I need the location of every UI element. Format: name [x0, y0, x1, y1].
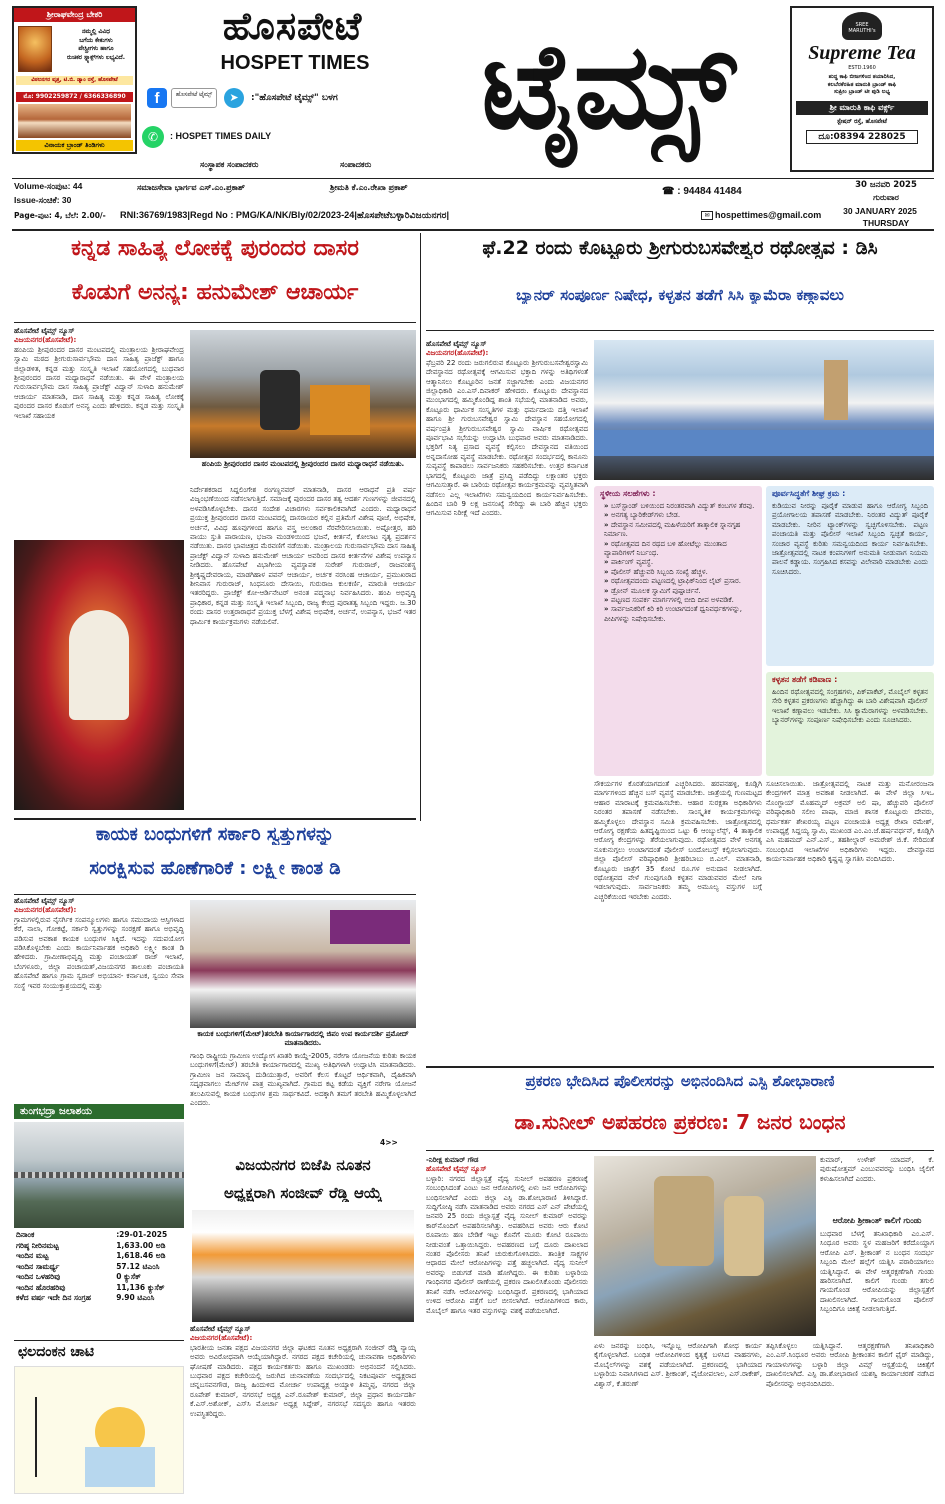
story4-body-3: ಸೂಚಿಸಲಾಯಿತು. ಜಾತ್ರೋತ್ಸವದಲ್ಲಿ ನಾಟಕ ಮತ್ತು ಮನೋರಂಜನಾ ಕೇಂದ್ರಗಳಿಗೆ ಮಾತ್ರ ಅವಕಾಶ ನೀಡಲಾಗಿದೆ. ಈ ವೇಳೆ ಜಿಲ್ಲಾ ಸಿಇಒ ನೊಂಗ್ಜಾಯ್ ಮೊಹಮ್ಮದ್ ಅಕ್ರಮ್ ಅಲಿ ಷಾ, ಹೆಚ್ಚುವರಿ ಪೊಲೀಸ್ ವರಿಷ್ಠಾಧಿಕಾರಿ ಸಲೀಂ ಪಾಷಾ, ಮಾಜಿ ಶಾಸಕ ಕೊಟ್ಟೂರು ದೇವರು, ಧರ್ಮಕರ್ತ ಶೇಖರಯ್ಯ ಪಟ್ಟಣ ಪಂಚಾಯತಿ ಅಧ್ಯಕ್ಷ ರೇಖಾ ರಮೇಶ್, ಉಪಾಧ್ಯಕ್ಷೆ ಸಿದ್ದಯ್ಯ ಸ್ವಾಮಿ, ಮುಖಂಡ ಎಂ.ಎಂ.ಜೆ.ಹರ್ಷವರ್ಧನ್, ಕೂಡ್ಲಿಗಿ ಎಸಿ ಮಹಮದ್ ಎನ್.ಎಸ್., ತಹಶೀಲ್ದಾರ್ ಅಮರೇಶ್ ಜಿ.ಕೆ. ಸೇರಿದಂತೆ ಸಂಬಂಧಿಸಿದ ಇಲಾಖೆಗಳ ಅಧಿಕಾರಿಗಳು ಇದ್ದರು. ದೇವಸ್ಥಾನದ ಕಾರ್ಯನಿರ್ವಾಹಕ ಅಧಿಕಾರಿ ಕೃಷ್ಣಪ್ಪ ಸ್ವಾಗತಿಸಿ ವಂದಿಸಿದರು. [766, 780, 934, 864]
dam-table [14, 1230, 184, 1304]
story2-continued: 4>> [380, 1138, 398, 1147]
box2-body: ಕುಡಿಯುವ ನೀರನ್ನು ಪೂರೈಕೆ ಮಾಡುವ ಹಾಗೂ ಆರೋಗ್ಯ ಸಿಬ್ಬಂದಿ ಪ್ರಯೋಗಾಲಯ ತಪಾಸಣೆ ಮಾಡಬೇಕು. ನಿರಂತರ ವಿದ್ಯುತ್ ಪೂರೈಕೆ ಮಾಡಬೇಕು. ನೀರಿನ ಟ್ಯಾಂಕ್‌ಗಳನ್ನು ಸ್ವಚ್ಛಗೊಳಿಸಬೇಕು. ಪಟ್ಟಣ ಪಂಚಾಯತಿ ಮತ್ತು ಪೊಲೀಸ್ ಇಲಾಖೆ ಸಿಬ್ಬಂದಿ ಸ್ವಚ್ಛತೆ ಕಾರ್ಯ, ಸಂಚಾರ ವ್ಯವಸ್ಥೆ ಕುರಿತು ಸಮನ್ವಯದಿಂದ ಕಾರ್ಯ ನಿರ್ವಹಿಸಬೇಕು. ಜಾತ್ರೋತ್ಸವದಲ್ಲಿ ನಾಟಕ ಕಂಪನಿಗಳಿಗೆ ಅನುಮತಿ ನೀಡುವಾಗ ನಿಯಮ ಪಾಲನೆ ಕಡ್ಡಾಯ. ಸಂಗ್ರಹಿಸಿದ ಕಸವನ್ನು ವಿಲೇವಾರಿ ಮಾಡಬೇಕು ಎಂದು ಸೂಚಿಸಿದರು. [772, 502, 928, 576]
preparation-box [766, 486, 934, 666]
bakery-ad-title: ಶ್ರೀರಾಘವೇಂದ್ರ ಬೇಕರಿ [14, 8, 135, 22]
editor-label: ಸಂಪಾದಕರು [340, 160, 372, 169]
dam-row [14, 1293, 184, 1304]
cartoon-title: ಛಲದಂಕನ ಚಾಟಿ [18, 1344, 95, 1360]
story5-subhead: ಆರೋಪಿ ಶ್ರೀಕಾಂತ್ ಕಾಲಿಗೆ ಗುಂಡು [832, 1216, 922, 1225]
story5-dateline: ಹೊಸಪೇಟೆ ಟೈಮ್ಸ್ ನ್ಯೂಸ್ [426, 1165, 487, 1174]
tea-line-1: ಶುದ್ಧ ಕಾಫಿ ಬೀಜಗಳಿಂದ ತಯಾರಿಸಿದ, [828, 74, 896, 80]
story4-body-1: ಫೆಬ್ರವರಿ 22 ರಂದು ಜರುಗಲಿರುವ ಕೊಟ್ಟೂರು ಶ್ರೀಗುರುಬಸವೇಶ್ವರಸ್ವಾಮಿ ದೇವಸ್ಥಾನದ ರಥೋತ್ಸವಕ್ಕೆ ಆಗಮಿಸುವ ಭಕ್ತಾದಿ ಗಳನ್ನು ಅತಿಥಿಗಳಂತೆ ಆತ್ಮಾನಿಸಲು ಕೊಟ್ಟೂರಿನ ಜನತೆ ಸಜ್ಜಾಗಬೇಕು ಎಂದು ವಿಜಯನಗರ ಜಿಲ್ಲಾಧಿಕಾರಿ ಎಂ.ಎಸ್.ದಿವಾಕರ್ ಹೇಳಿದರು. ಕೊಟ್ಟೂರು ದೇವಸ್ಥಾನದ ಮುಂಭಾಗದಲ್ಲಿ ಹಮ್ಮಿಕೊಂಡಿದ್ದ ಶಾಂತಿ ಸಭೆಯಲ್ಲಿ ಮಾತನಾಡಿದ ಅವರು, ಕೊಟ್ಟೂರು ಧಾರ್ಮಿಕ ಸಂಸ್ಕೃತಿಗಳ ಮತ್ತು ಧರ್ಮದಾಯ ದತ್ತಿ ಇಲಾಖೆ ಹಾಗೂ ಶ್ರೀ ಗುರುಬಸವೇಶ್ವರ ಸ್ವಾಮಿ ದೇವಸ್ಥಾನ ಸಹಯೋಗದಲ್ಲಿ ವರ್ಷಂಪ್ರತಿ ಶ್ರೀಗುರುಬಸವೇಶ್ವರ ಸ್ವಾಮಿ ವಾರ್ಷಿಕ ರಥೋತ್ಸವದ ಪೂರ್ವಭಾವಿ ಸಭೆಯನ್ನು ಉದ್ಘಾಟಿಸಿ ಬುಧವಾರ ಅವರು ಮಾತನಾಡಿದರು. ಭಕ್ತರಿಗೆ ನಿತ್ಯ ಪ್ರಸಾದ ವ್ಯವಸ್ಥೆ ಕಲ್ಪಿಸಲು ದೇವಸ್ಥಾನದ ವತಿಯಿಂದ ಅನ್ನದಾಸೋಹ ವ್ಯವಸ್ಥೆ ಮಾಡಬೇಕು. ರಥೋತ್ಸವ ಸಂದರ್ಭದಲ್ಲಿ ಕಾನೂನು ಸುವ್ಯವಸ್ಥೆ ಕಾಪಾಡಲು ಸಾರ್ವಜನಿಕರು ಸಹಕರಿಸಬೇಕು. ಉತ್ತರ ಕರ್ನಾಟಕ ಭಾಗದಲ್ಲಿ ಕೊಟ್ಟೂರು ಜಾತ್ರೆ ಪ್ರಸಿದ್ಧಿ ಪಡೆದಿದ್ದು ಲಕ್ಷಾಂತರ ಭಕ್ತರು ಆಗಮಿಸುತ್ತಾರೆ. ಈ ಬಾರಿಯ ರಥೋತ್ಸವ ಕಾರ್ಯಕ್ರಮವನ್ನು ವ್ಯವಸ್ಥಿತವಾಗಿ ನಡೆಸಲು ಎಲ್ಲ ಇಲಾಖೆಗಳು ಸಮನ್ವಯದಿಂದ ಕಾರ್ಯನಿರ್ವಹಿಸಬೇಕು. ಹಿಂದಿನ ಬಾರಿ 9 ಲಕ್ಷ ಜನಸಂಖ್ಯೆ ಸೇರಿದ್ದು ಈ ಬಾರಿ ಹೆಚ್ಚಿನ ಭಕ್ತರು ಆಗಮಿಸುವ ನಿರೀಕ್ಷೆ ಇದೆ ಎಂದರು. [426, 358, 588, 518]
volume: Volume-ಸಂಪುಟ: 44 [14, 181, 83, 191]
dam-row-label: ದಿನಾಂಕ [16, 1230, 35, 1239]
dam-row-label: ಕಳೆದ ವರ್ಷ ಇದೇ ದಿನ ಸಂಗ್ರಹ [16, 1293, 91, 1302]
bakery-ad [12, 6, 137, 154]
facebook-icon[interactable]: f [147, 88, 167, 108]
story1-body-1: ಹಂಪಿಯ ಶ್ರೀಪುರಂದರ ದಾಸರ ಮಂಟಪದಲ್ಲಿ ಮಂತ್ರಾಲಯ ಶ್ರೀರಾಘವೇಂದ್ರ ಸ್ವಾಮಿ ಮಠದ ಶ್ರೀಗುರುಸಾರ್ವಭೌಮ ದಾಸ ಸಾಹಿತ್ಯ ಪ್ರಾಜೆಕ್ಟ್ ಹಾಗೂ ಜಿಲ್ಲಾಡಳಿತ, ಕನ್ನಡ ಮತ್ತು ಸಂಸ್ಕೃತಿ ಇಲಾಖೆ ಸಹಯೋಗದಲ್ಲಿ ಬುಧವಾರ ಶ್ರೀಪುರಂದರ ದಾಸರ ಮಧ್ಯಾರಾಧನೆ ನಡೆಯಿತು. ಈ ವೇಳೆ ಮಂತ್ರಾಲಯ ಗುರುಸಾರ್ವಭೌಮ ದಾಸ ಸಾಹಿತ್ಯ ಪ್ರಾಜೆಕ್ಟ್ ವಿದ್ವಾನ್ ಸುಳಾದಿ ಹನುಮೇಶ್ ಆಚಾರ್ಯ ಮಾತನಾಡಿ, ದಾಸ ಸಾಹಿತ್ಯ ಮತ್ತು ಕನ್ನಡ ಸಾಹಿತ್ಯ ಲೋಕಕ್ಕೆ ಪುರಂದರ ದಾಸರ ಕೊಡುಗೆ ಅನನ್ಯ ಎಂದು ಹೇಳಿದರು. ಕನ್ನಡ ಮತ್ತು ಸಂಸ್ಕೃತಿ ಇಲಾಖೆ ಸಹಾಯಕ [14, 345, 184, 420]
issue-number: Issue-ಸಂಚಿಕೆ: 30 [14, 195, 72, 205]
story2-headline-2: ಸಂರಕ್ಷಿಸುವ ಹೊಣೆಗಾರಿಕೆ : ಲಕ್ಷ್ಮೀ ಕಾಂತ ಡಿ [89, 858, 341, 879]
dam-row [14, 1241, 184, 1252]
founders-label: ಸಂಸ್ಥಾಪಕ ಸಂಪಾದಕರು [200, 160, 259, 169]
dam-row-label: ಇಂದಿನ ಒಳಹರಿವು [16, 1272, 61, 1281]
story1-byline: ಹೊಸಪೇಟೆ ಟೈಮ್ಸ್ ನ್ಯೂಸ್ [14, 327, 75, 335]
story4-body-2: ಸೌಕರ್ಯಗಳ ಕೊರತೆಯಾಗದಂತೆ ಎಚ್ಚರಿಸಿದರು. ಹರಪನಹಳ್ಳಿ, ಕೂಡ್ಲಿಗಿ ಮಾರ್ಗಗಳಿಂದ ಹೆಚ್ಚಿನ ಬಸ್ ವ್ಯವಸ್ಥೆ ಮಾಡಬೇಕು. ಜಾತ್ರೆಯಲ್ಲಿ ಗುಣಮಟ್ಟದ ಆಹಾರ ಮಾರಾಟಕ್ಕೆ ಕ್ರಮವಹಿಸಬೇಕು. ಆಹಾರ ಸುರಕ್ಷತಾ ಅಧಿಕಾರಿಗಳು ನಿರಂತರ ತಪಾಸಣೆ ನಡೆಸಬೇಕು. ಸಾಂಸ್ಕೃತಿಕ ಕಾರ್ಯಕ್ರಮಗಳನ್ನು ಹಮ್ಮಿಕೊಳ್ಳಲು ದೇವಸ್ಥಾನ ಸಮಿತಿ ಕ್ರಮವಹಿಸಬೇಕು. ಜಾತ್ರೋತ್ಸವದಲ್ಲಿ ಆರೋಗ್ಯ ರಕ್ಷಣೆಯ ಹಿತದೃಷ್ಟಿಯಿಂದ ಒಟ್ಟು 6 ಆಂಬ್ಯುಲೆನ್ಸ್, 4 ತಾತ್ಕಾಲಿಕ ಆರೋಗ್ಯ ಕೇಂದ್ರಗಳನ್ನು ತೆರೆಯಲಾಗುವುದು. ರಥೋತ್ಸವದ ವೇಳೆ ಅನಗತ್ಯ ನೂಕುನುಗ್ಗಲು ಉಂಟಾಗದಂತೆ ಪೊಲೀಸ್ ಬಂದೋಬಸ್ತ್ ಕಲ್ಪಿಸಲಾಗುವುದು. ಜಿಲ್ಲಾ ಪೊಲೀಸ್ ವರಿಷ್ಠಾಧಿಕಾರಿ ಶ್ರೀಹರಿಬಾಬು ಬಿ.ಎಲ್. ಮಾತನಾಡಿ, ಕೊಟ್ಟೂರು ಜಾತ್ರೆಗೆ 35 ಕೋಟಿ ರೂ.ಗಳ ಅನುದಾನ ನೀಡಲಾಗಿದೆ. ರಥೋತ್ಸವದ ವೇಳೆ ಗುಂಪುಗೂಡಿ ಕಳ್ಳತನ ಮಾಡುವವರ ಮೇಲೆ ನಿಗಾ ಇಡಲಾಗುವುದು. ಸಾರ್ವಜನಿಕರು ತಮ್ಮ ಅಮೂಲ್ಯ ವಸ್ತುಗಳ ಬಗ್ಗೆ ಎಚ್ಚರಿಕೆಯಿಂದ ಇರಬೇಕು ಎಂದರು. [594, 780, 762, 901]
theft-prevention-box [766, 672, 934, 776]
tea-line-3: ಸುಪ್ರೀಂ ಬ್ರಾಂಡ್ ಟೀ ಪುಡಿ ಲಭ್ಯ [834, 89, 890, 95]
story3-photo [192, 1210, 414, 1322]
bakery-line-3: ಪೇಸ್ಟ್ರೀಗಳು ಹಾಗೂ [78, 45, 114, 52]
box1-list-item: » ಬಸ್‌ಸ್ಟಾಂಡ್ ಬಳಿಯಿಂದ ನಿರಂತರವಾಗಿ ವಿದ್ಯುತ್ ಕಂಬಗಳ ತೆರವು. [604, 502, 756, 511]
story4-headline-1: ಫೆ.22 ರಂದು ಕೊಟ್ಟೂರು ಶ್ರೀಗುರುಬಸವೇಶ್ವರ ರಥೋತ್ಸವ : ಡಿಸಿ [482, 237, 878, 259]
bakery-line-1: ನಮ್ಮಲ್ಲಿ ವಿವಿಧ [81, 28, 111, 35]
dam-row [14, 1283, 184, 1294]
title-english: HOSPET TIMES [220, 52, 370, 74]
story5-byline: -ನಿರೀಕ್ಷ ಕುಮಾರ್ ಗೌಡ [426, 1156, 479, 1164]
title-kannada-big: ಟೈಮ್ಸ್ [481, 17, 734, 155]
dam-row-label: ಗರಿಷ್ಠ ನೀರಿನಮಟ್ಟ [16, 1240, 59, 1250]
story5-body-right: ಕುಮಾರ್, ಉಳೇಶ್ ಯಾದವ್, ಕೆ. ಪುರುಷೋತ್ತಮ್ ಎಂಬುವವರನ್ನು ಬಂಧಿಸಿ ಜೈಲಿಗೆ ಕಳುಹಿಸಲಾಗಿದೆ ಎಂದರು. [820, 1156, 934, 1183]
story3-body: ಭಾರತೀಯ ಜನತಾ ಪಕ್ಷದ ವಿಜಯನಗರ ಜಿಲ್ಲಾ ಘಟಕದ ನೂತನ ಅಧ್ಯಕ್ಷರಾಗಿ ಸಂಜೀವ್ ರೆಡ್ಡಿ ನ್ಯಾಯ್ಕ ಅವರು ಅವಿರೋಧವಾಗಿ ಆಯ್ಕೆಯಾಗಿದ್ದಾರೆ. ನಗರದ ಪಕ್ಷದ ಕಚೇರಿಯಲ್ಲಿ ಚುನಾವಣಾ ಅಧಿಕಾರಿಗಳು ಘೋಷಣೆ ಮಾಡಿದರು. ಪಕ್ಷದ ಕಾರ್ಯಕರ್ತರು ಹಾಗೂ ಮುಖಂಡರು ಅಭಿನಂದನೆ ಸಲ್ಲಿಸಿದರು. ಬುಧವಾರ ಪಕ್ಷದ ಕಚೇರಿಯಲ್ಲಿ ಜರುಗಿದ ಚುನಾವಣೆಯ ಸಂದರ್ಭದಲ್ಲಿ ನಿಕಟಪೂರ್ವ ಅಧ್ಯಕ್ಷರಾದ ಚನ್ನಬಸವನಗೌಡ, ರಾಜ್ಯ ಹಿಂದುಳಿದ ಮೋರ್ಚಾ ಉಪಾಧ್ಯಕ್ಷ ಅಯ್ಯಾಳಿ ತಿಮ್ಮಪ್ಪ, ನಗರದ ಜಿಲ್ಲಾ ರೂಪೇಶ್ ಕುಮಾರ್, ನಗರಸಭೆ ಅಧ್ಯಕ್ಷ ಎನ್.ರೂಪೇಶ್ ಕುಮಾರ್, ಜಿಲ್ಲಾ ಪ್ರಧಾನ ಕಾರ್ಯದರ್ಶಿ ಕೆ.ಎಸ್.ಅಶೋಕ್, ಎಸ್‌ಸಿ ಮೋರ್ಚಾ ಅಧ್ಯಕ್ಷ ಸಿದ್ದೇಶ್, ನಗರಸಭೆ ಸದಸ್ಯರು ಹಾಗೂ ಇತರರು ಉಪಸ್ಥಿತರಿದ್ದರು. [190, 1343, 416, 1418]
masthead [0, 0, 945, 178]
story1-photo [190, 330, 416, 458]
story5-headline-1: ಪ್ರಕರಣ ಭೇದಿಸಿದ ಪೊಲೀಸರನ್ನು ಅಭಿನಂದಿಸಿದ ಎಸ್ಪಿ ಶೋಭಾರಾಣಿ [525, 1072, 835, 1090]
dam-row-label: ಇಂದಿನ ಹೊರಹರಿವು [16, 1282, 66, 1292]
facebook-label[interactable]: ಹೊಸಪೇಟೆ ಟೈಮ್ಸ್ [171, 88, 217, 108]
dam-row-label: ಇಂದಿನ ಮಟ್ಟ [16, 1251, 49, 1260]
tea-ad [790, 6, 934, 172]
dam-row-value: 57.12 ಟಿಎಂಸಿ [116, 1261, 160, 1271]
telegram-icon[interactable]: ➤ [224, 88, 244, 108]
box1-list-item: » ಡ್ರೋನ್ ಮೂಲಕ ಸ್ವಾಮಿಗೆ ಪುಷ್ಪಾರ್ಚನೆ. [604, 587, 756, 596]
dam-row [14, 1251, 184, 1262]
box1-list-item: » ರಥೋತ್ಸವದಂದು ಪಟ್ಟಣದಲ್ಲಿ ಟ್ರಾಫಿಕ್‌ನಿಂದ ಲೈಟ್ ಪ್ರಸಾರ. [604, 577, 756, 586]
story4-byline: ಹೊಸಪೇಟೆ ಟೈಮ್ಸ್ ನ್ಯೂಸ್ [426, 340, 487, 348]
tea-shop: ಶ್ರೀ ಮಾರುತಿ ಕಾಫಿ ವರ್ಕ್ಸ್ [796, 101, 928, 115]
dam-row-value: 9.90 ಟಿಎಂಸಿ [116, 1293, 155, 1302]
story4-headline-2: ಬ್ಯಾನರ್ ಸಂಪೂರ್ಣ ನಿಷೇಧ, ಕಳ್ಳತನ ತಡೆಗೆ ಸಿಸಿ ಕ್ಯಾಮೆರಾ ಕಣ್ಗಾವಲು [516, 286, 844, 304]
cartoon-image [14, 1366, 184, 1494]
editor-name: ಶ್ರೀಮತಿ ಕೆ.ಎಂ.ರೇಖಾ ಪ್ರಕಾಶ್ [330, 183, 408, 192]
day-kannada: ಗುರುವಾರ [873, 193, 899, 202]
story5-body-bottom-2: ತಪ್ಪಿಸಿಕೊಳ್ಳಲು ಯತ್ನಿಸಿದ್ದಾನೆ. ಆತ್ಮರಕ್ಷಣೆಗಾಗಿ ತನಿಖಾಧಿಕಾರಿ ಎಂ.ಎಸ್.ಸಿಂಧೂರ ಅವರು ಆರೋಪಿ ಶ್ರೀಕಾಂತನ ಕಾಲಿಗೆ ಫೈರ್ ಮಾಡಿದ್ದು, ಗಾಯಾಳುಗಳನ್ನು ಬಳ್ಳಾರಿ ಜಿಲ್ಲಾ ವಿಮ್ಸ್ ಆಸ್ಪತ್ರೆಯಲ್ಲಿ ಚಿಕಿತ್ಸೆಗೆ ದಾಖಲಿಸಲಾಗಿದೆ. ಎಸ್ಪಿ ಡಾ.ಶೋಭಾರಾಣಿ ಯಶಸ್ವಿ ಕಾರ್ಯಾಚರಣೆ ನಡೆಸಿದ ಪೊಲೀಸರನ್ನು ಅಭಿನಂದಿಸಿದರು. [766, 1342, 934, 1388]
email[interactable]: hospettimes@gmail.com [715, 210, 822, 220]
story1-headline-2: ಕೊಡುಗೆ ಅನನ್ಯ: ಹನುಮೇಶ್ ಆಚಾರ್ಯ [71, 280, 359, 305]
registration: RNI:36769/1983|Regd No : PMG/KA/NK/Bly/02/2023-24|ಹೊಸಪೇಟೆಬಳ್ಳಾರಿವಿಜಯನಗರ| [120, 210, 450, 220]
dam-row [14, 1230, 184, 1241]
dam-row [14, 1272, 184, 1283]
bakery-line-4: ರುಚಿಕರ ಸ್ನ್ಯಾಕ್ಸ್‌ಗಳು ಲಭ್ಯವಿದೆ. [66, 53, 125, 61]
story3-byline: ಹೊಸಪೇಟೆ ಟೈಮ್ಸ್ ನ್ಯೂಸ್ [190, 1325, 251, 1333]
box1-list-item: » ದೇವಸ್ಥಾನ ಸಮೀಪದಲ್ಲಿ ಮಹಿಳೆಯರಿಗೆ ತಾತ್ಕಾಲಿಕ ಸ್ನಾನಗೃಹ ನಿರ್ಮಾಣ. [604, 521, 756, 540]
dam-row-value: 1,633.00 ಅಡಿ [116, 1240, 166, 1250]
day-english: THURSDAY [862, 218, 910, 228]
story4-photo [594, 340, 934, 480]
story5-photo [594, 1156, 816, 1336]
story3-headline-2: ಅಧ್ಯಕ್ಷರಾಗಿ ಸಂಜೀವ್ ರೆಡ್ಡಿ ಆಯ್ಕೆ [223, 1184, 383, 1202]
story5-headline-2: ಡಾ.ಸುನೀಲ್ ಅಪಹರಣ ಪ್ರಕರಣ: 7 ಜನರ ಬಂಧನ [514, 1110, 846, 1134]
story5-body-bottom: ಏಳು ಜನರನ್ನು ಬಂಧಿಸಿ, ಇನ್ನೊಬ್ಬ ಆರೋಪಿಗಾಗಿ ಶೋಧ ಕಾರ್ಯ ಕೈಗೊಳ್ಳಲಾಗಿದೆ. ಬಂಧಿತ ಆರೋಪಿಗಳಿಂದ ಕೃತ್ಯಕ್ಕೆ ಬಳಸಿದ ವಾಹನಗಳು, ಮೊಬೈಲ್‌ಗಳನ್ನು ವಶಕ್ಕೆ ಪಡೆಯಲಾಗಿದೆ. ಪ್ರಕರಣದಲ್ಲಿ ಭಾಗಿಯಾದ ಬಳ್ಳಾರಿಯ ನಿವಾಸಿಗಳಾದ ಎಸ್. ಶ್ರೀಕಾಂತ್, ವೈಜೋಪಲಾಲ, ಎಸ್.ರಾಕೇಶ್, ವಿಶ್ವಾಸ್, ಕೆ.ತರುಣ್ [594, 1342, 762, 1388]
bakery-phone: ಮೊ: 9902259872 / 6366336890 [16, 92, 133, 102]
story1-headline-1: ಕನ್ನಡ ಸಾಹಿತ್ಯ ಲೋಕಕ್ಕೆ ಪುರಂದರ ದಾಸರ [71, 236, 359, 261]
story2-dateline: ವಿಜಯನಗರ(ಹೊಸಪೇಟೆ): [14, 906, 77, 915]
story3-headline-1: ವಿಜಯನಗರ ಬಿಜೆಪಿ ನೂತನ [235, 1156, 371, 1174]
founder-name: ಸಮಾಜಸೇವಾ ಭಾರ್ಗವ ಎಸ್.ಎಂ.ಪ್ರಕಾಶ್ [137, 183, 245, 192]
date-kannada: 30 ಜನವರಿ 2025 [855, 180, 917, 190]
tea-brand: Supreme Tea [808, 42, 916, 64]
box1-list-item: » ಅನಗತ್ಯ ಬ್ಯಾರಿಕೇಡ್‌ಗಳು ಬೇಡ. [604, 511, 756, 520]
deity-image [18, 26, 52, 72]
bakery-address: ವಿಠಲನಗರ ವೃತ್ತ, ಟಿ.ಬಿ. ಡ್ಯಾಂ ರಸ್ತೆ, ಹೊಸಪೇಟೆ [16, 76, 133, 85]
box3-title: ಕಳ್ಳತನ ತಡೆಗೆ ಕಡಿವಾಣ : [772, 675, 838, 684]
box1-title: ಸ್ಥಳೀಯ ಸಲಹೆಗಳು : [600, 489, 656, 498]
story1-body-2: ನಿರ್ದೇಶಕರಾದ ಸಿದ್ದಲಿಂಗೇಶ ರಂಗಣ್ಣನವರ್ ಮಾತನಾಡಿ, ದಾಸರ ಆರಾಧನೆ ಪ್ರತಿ ವರ್ಷ ವಿಜೃಂಭಣೆಯಿಂದ ನಡೆಸಲಾಗುತ್ತಿದೆ. ಸಮಾಜಕ್ಕೆ ಪುರಂದರ ದಾಸರ ತತ್ವ ಆದರ್ಶ ಗುಣಗಳನ್ನು ಜೀವನದಲ್ಲಿ ಅಳವಡಿಸಿಕೊಳ್ಳಬೇಕು. ದಾಸರ ಸಂದೇಶ ವಿಚಾರಗಳು ಸರ್ವಕಾಲಿಕವಾಗಿದೆ ಎಂದರು. ಮಧ್ಯಾರಾಧನೆ ಪ್ರಯುಕ್ತ ಶ್ರೀಪುರಂದರ ದಾಸರ ಮಂಟಪದಲ್ಲಿ ದಾಸರಾಯರ ಕಲ್ಲಿನ ಪ್ರತಿಮೆಗೆ ವಿಶೇಷ ಪೂಜೆ, ಅಭಿಷೇಕ, ಅರ್ಚನೆ, ವಿವಿಧ ಹೂವುಗಳಿಂದ ಹಾಗೂ ವಸ್ತ್ರ ಅಲಂಕಾರ ನೆರವೇರಿಸಲಾಯಿತು. ಅಷ್ಟೋತ್ತರ, ಹರಿ ವಾಯು ಸ್ತುತಿ ಪಾರಾಯಣ, ಭಜನಾ ಮಂಡಳಿಯಿಂದ ಭಜನೆ, ಕೀರ್ತನೆ, ಕೋಲಾಟ ನೃತ್ಯ ಪ್ರದರ್ಶನ ನಡೆಯಿತು. ದಾಸರ ಭಾವಚಿತ್ರದ ಮೆರವಣಿಗೆ ನಡೆಯಿತು. ಮಂತ್ರಾಲಯ ಗುರುಸಾರ್ವಭೌಮ ದಾಸ ಸಾಹಿತ್ಯ ಪ್ರಾಜೆಕ್ಟ್ ವಿದ್ವಾನ್ ಸುಳಾದಿ ಹನುಮೇಶ್ ಆಚಾರ್ಯ ಅವರಿಂದ ದಾಸರ ಕೀರ್ತನೆಗಳ ವಿಶೇಷ ಉಪನ್ಯಾಸ ನೀಡಿದರು. ಹೊಸಪೇಟೆ ವಿಭಾಗೀಯ ವ್ಯವಸ್ಥಾಪಕ ಸುರೇಶ್ ಗುರುರಾಜ್, ರಾಜವಂಶಸ್ಥ ಶ್ರೀಕೃಷ್ಣದೇವರಾಯ, ಮಾಡಗಿಹಾಳ ಪವನ್ ಆಚಾರ್ಯ, ಅರ್ಚಕ ನರಸಿಂಹ ಆಚಾರ್ಯ, ಪ್ರಮುಖರಾದ ಶೀನಿವಾಸ ಗುರುರಾಜ್, ಸಿಂಧನೂರು ದೇಸಾಯಿ, ಗುರುರಾಜ ಕುಲಕರ್ಣಿ, ಮಾರುತಿ ಆಚಾರ್ಯ ಇತರರಿದ್ದರು. ಪ್ರಾಜೆಕ್ಟ್ ಕೋ-ಆರ್ಡಿನೇಟರ್ ಅನಂತ ಪದ್ಮನಾಭ ನಿರ್ವಹಿಸಿದರು. ಹಂಪಿ ಅಭಿವೃದ್ಧಿ ಪ್ರಾಧಿಕಾರ, ಕನ್ನಡ ಮತ್ತು ಸಂಸ್ಕೃತಿ ಇಲಾಖೆ ಸಿಬ್ಬಂದಿ, ರಾಜ್ಯ ಕೇಂದ್ರ ಪುರಾತತ್ವ ಸಿಬ್ಬಂದಿ ಇದ್ದರು. ಜ.30 ರಂದು ದಾಸರ ಉತ್ತರಾರಾಧನೆ ಪ್ರಯುಕ್ತ ಬೆಳಗ್ಗೆ ವಿಶೇಷ ಅಭಿಷೇಕ, ಅರ್ಚನೆ, ಉಪನ್ಯಾಸ, ಭಜನೆ ಇತರ ಧಾರ್ಮಿಕ ಕಾರ್ಯಕ್ರಮಗಳು ನಡೆಯಲಿವೆ. [190, 486, 416, 626]
box3-body: ಹಿಂದಿನ ರಥೋತ್ಸವದಲ್ಲಿ ಸಂಗ್ರಹಗಳು, ಪಿಕ್‌ಪಾಕೆಟ್, ಮೊಬೈಲ್ ಕಳ್ಳತನ ಸೇರಿ ಕಳ್ಳತನ ಪ್ರಕರಣಗಳು ಹೆಚ್ಚಾಗಿದ್ದು ಈ ಬಾರಿ ವಿಶೇಷವಾಗಿ ಪೊಲೀಸ್ ಇಲಾಖೆ ಕಣ್ಗಾವಲು ಇಡಬೇಕು. ಸಿಸಿ ಕ್ಯಾಮೆರಾಗಳನ್ನು ಅಳವಡಿಸಬೇಕು. ಬ್ಯಾನರ್‌ಗಳನ್ನು ಸಂಪೂರ್ಣ ನಿಷೇಧಿಸಬೇಕು ಎಂದು ಸೂಚಿಸಿದರು. [772, 688, 928, 725]
bakery-line-2: ಬಗೆಯ ಕೇಕುಗಳು [79, 36, 113, 44]
story2-headline-1: ಕಾಯಕ ಬಂಧುಗಳಿಗೆ ಸರ್ಕಾರಿ ಸ್ವತ್ತುಗಳನ್ನು [95, 824, 335, 845]
title-kannada-small: ಹೊಸಪೇಟೆ [222, 4, 363, 48]
dam-row-label: ಇಂದಿನ ಸಾಮರ್ಥ್ಯ [16, 1261, 60, 1271]
tea-address: ಸ್ಟೇಷನ್ ರಸ್ತೆ, ಹೊಸಪೇಟೆ [837, 118, 887, 125]
box1-list-item: » ಸಾರ್ವಜನಿಕರಿಗೆ ಕಿರಿ ಕಿರಿ ಉಂಟಾಗದಂತೆ ಧ್ವನಿವರ್ಧಕಗಳನ್ನು, ಪೀಪಿಗಳನ್ನು ನಿಷೇಧಿಸಬೇಕು. [604, 605, 756, 624]
whatsapp-label: : HOSPET TIMES DAILY [170, 131, 272, 141]
box1-list-item: » ಪಟ್ಟಣದ ಸಂಪರ್ಕ ಮಾರ್ಗಗಳಲ್ಲಿ ಬೀದಿ ದೀಪ ಅಳವಡಿಕೆ. [604, 596, 756, 605]
story5-body-1: ಬಳ್ಳಾರಿ: ನಗರದ ಜಿಲ್ಲಾಸ್ಪತ್ರೆ ವೈದ್ಯ ಸುನೀಲ್ ಅಪಹರಣ ಪ್ರಕರಣಕ್ಕೆ ಸಂಬಂಧಿಸಿದಂತೆ ಎಂಟು ಜನ ಆರೋಪಿಗಳಲ್ಲಿ ಏಳು ಜನ ಆರೋಪಿಗಳನ್ನು ಬಂಧಿಸಲಾಗಿದೆ ಎಂದು ಜಿಲ್ಲಾ ಎಸ್ಪಿ ಡಾ.ಶೋಭಾರಾಣಿ ತಿಳಿಸಿದ್ದಾರೆ. ಸುದ್ದಿಗೋಷ್ಠಿ ನಡೆಸಿ ಮಾತನಾಡಿದ ಅವರು ನಗರದ ಎಸ್ ಎನ್ ಪೇಟೆಯಲ್ಲಿ ಜನವರಿ 25 ರಂದು ಜಿಲ್ಲಾಸ್ಪತ್ರೆ ವೈದ್ಯ ಸುನೀಲ್ ಕುಮಾರ್ ಅವರನ್ನು ಕಾರ್‌ನೊಂದಿಗೆ ಅಪಹರಿಸಲಾಗಿತ್ತು. ಅಪಹರಿಸಿದ ಅವರು ಆರು ಕೋಟಿ ರೂಪಾಯಿ ಹಣ ಬೇಡಿಕೆ ಇಟ್ಟು ಕೊನೆಗೆ ಮೂರು ಕೋಟಿ ರೂಪಾಯಿ ನೀಡುವಂತೆ ಒತ್ತಾಯಿಸಿದ್ದರು. ಅಪಹರಣದ ಬಗ್ಗೆ ದೂರು ದಾಖಲಾದ ನಂತರ ಪೊಲೀಸರು ತನಿಖೆ ಚುರುಕುಗೊಳಿಸಿದರು. ತಾಂತ್ರಿಕ ಸಾಕ್ಷ್ಯಗಳ ಆಧಾರದ ಮೇಲೆ ಆರೋಪಿಗಳನ್ನು ಪತ್ತೆ ಹಚ್ಚಲಾಗಿದೆ. ವೈದ್ಯ ಸುನೀಲ್ ಅವರನ್ನು ಬಿಡುಗಡೆ ಮಾಡಿ ಹೋಗಿದ್ದರು. ಈ ಕುರಿತು ಬಳ್ಳಾರಿಯ ಗಾಂಧಿನಗರ ಪೊಲೀಸ್ ಠಾಣೆಯಲ್ಲಿ ಪ್ರಕರಣ ದಾಖಲಿಸಿಕೊಂಡು ಪೊಲೀಸರು ತನಿಖೆ ನಡೆಸಿ ಆರೋಪಿಗಳನ್ನು ಬಂಧಿಸಿದ್ದಾರೆ. ಪ್ರಕರಣದಲ್ಲಿ ಭಾಗಿಯಾದ ಉಳಿದ ಆರೋಪಿ ಪತ್ತೆಗೆ ಬಲೆ ಬೀಸಲಾಗಿದೆ. ಆರೋಪಿಗಳಿಂದ ಕಾರು, ಮೊಬೈಲ್ ಹಾಗೂ ಇತರ ವಸ್ತುಗಳನ್ನು ವಶಕ್ಕೆ ಪಡೆಯಲಾಗಿದೆ. [426, 1174, 588, 1315]
dam-row-value: 0 ಕ್ಯುಸೆಕ್ [116, 1272, 141, 1281]
dam-row-value: 1,618.46 ಅಡಿ [116, 1251, 166, 1260]
story4-dateline: ವಿಜಯನಗರ(ಹೊಸಪೇಟೆ): [426, 349, 489, 358]
tea-phone: ದೂ:08394 228025 [806, 130, 918, 144]
page-price: Page-ಪುಟ: 4, ಬೆಲೆ: 2.00/- [14, 211, 106, 220]
box2-title: ಪೂರ್ವಸಿದ್ಧತೆಗೆ ಶೀಘ್ರ ಕ್ರಮ : [772, 489, 846, 498]
cake-image [18, 104, 131, 138]
telegram-label: :"ಹೊಸಪೇಟೆ ಟೈಮ್ಸ್" ಬಳಗ [251, 93, 338, 103]
whatsapp-icon[interactable]: ✆ [142, 126, 164, 148]
dam-row-value: :29-01-2025 [116, 1230, 168, 1239]
tea-line-2: ಕಲಬೆರಕೆರಹಿತ ಮಾರುತಿ ಬ್ರಾಂಡ್ ಕಾಫಿ [827, 81, 897, 88]
tea-est: ESTD.1960 [848, 65, 876, 71]
box1-list [594, 502, 762, 624]
dam-title: ತುಂಗಭದ್ರಾ ಜಲಾಶಯ [14, 1104, 184, 1119]
bakery-footer: ವಿನಾಯಕ ಬ್ರಾಂಡ್ ತಿಂಡಿಗಳು [16, 140, 133, 151]
story3-dateline: ವಿಜಯನಗರ(ಹೊಸಪೇಟೆ): [190, 1334, 253, 1343]
story1-photo-caption: ಹಂಪಿಯ ಶ್ರೀಪುರಂದರ ದಾಸರ ಮಂಟಪದಲ್ಲಿ ಶ್ರೀಪುರಂದರ ದಾಸರ ಮಧ್ಯಾರಾಧನೆ ನಡೆಯಿತು. [201, 460, 405, 468]
story2-body-1: ಗ್ರಾಮಗಳಲ್ಲಿರುವ ನೈಸರ್ಗಿಕ ಸಂಪನ್ಮೂಲಗಳು ಹಾಗೂ ಸಮುದಾಯ ಆಸ್ತಿಗಳಾದ ಕೆರೆ, ನಾಲಾ, ಗೋಕಟ್ಟೆ, ಸರ್ಕಾರಿ ಸ್ವತ್ತುಗಳನ್ನು ಸಂರಕ್ಷಣೆ ಹಾಗೂ ಅಭಿವೃದ್ಧಿ ಪಡಿಸುವ ಅವಕಾಶ ಕಾಯಕ ಬಂಧುಗಳ ಸಿಕ್ಕಿದೆ. ಇದನ್ನು ಸದುಪಯೋಗ ಪಡಿಸಿಕೊಳ್ಳಬೇಕು ಎಂದು ಕಾರ್ಯನಿರ್ವಾಹಕ ಅಧಿಕಾರಿ ಲಕ್ಷ್ಮೀ ಕಾಂತ ಡಿ ಹೇಳಿದರು. ಗ್ರಾಮೀಣಾಭಿವೃದ್ಧಿ ಮತ್ತು ಪಂಚಾಯತ್ ರಾಜ್ ಇಲಾಖೆ, ಬೆಂಗಳೂರು, ಜಿಲ್ಲಾ ಪಂಚಾಯತ್,ವಿಜಯನಗರ ತಾಲೂಕು ಪಂಚಾಯತಿ ಹೊಸಪೇಟೆ ಹಾಗೂ ಗ್ರಾಮ ಸ್ವರಾಜ್ ಅಭಿಯಾನ- ಕರ್ನಾಟಕ, ಸ್ವಯಂ ಸೇವಾ ಸಂಸ್ಥೆ ಇವರ ಸಂಯುಕ್ತಾಶ್ರಯದಲ್ಲಿ ಮತ್ತು [14, 915, 184, 990]
story1-dateline: ವಿಜಯನಗರ(ಹೊಸಪೇಟೆ): [14, 336, 77, 345]
box1-list-item: » ರಥೋತ್ಸವದ ದಿನ ರಥದ ಬಳಿ ಹೋಟೆಲ್ಲು ಮುಂತಾದ ವ್ಯಾಪಾರಿಗಳಿಗೆ ನಿರ್ಬಂಧ. [604, 540, 756, 559]
dam-photo [14, 1122, 184, 1228]
mail-icon: ✉ [701, 211, 713, 220]
story1-deity-photo [14, 540, 184, 810]
story2-body-2: ಗಾಂಧಿ ರಾಷ್ಟ್ರೀಯ ಗ್ರಾಮೀಣ ಉದ್ಯೋಗ ಖಾತರಿ ಕಾಯ್ದೆ-2005, ನರೇಗಾ ಯೋಜನೆಯ ಕುರಿತು ಕಾಯಕ ಬಂಧುಗಳಿಗೆ(ಮೇಟ್) ತರಬೇತಿ ಕಾರ್ಯಾಗಾರದಲ್ಲಿ ಮುಖ್ಯ ಅತಿಥಿಗಳಾಗಿ ಉದ್ಘಾಟಿಸಿ ಮಾತನಾಡಿದರು. ಗ್ರಾಮೀಣ ಜನ ಸಾಮಾನ್ಯ ದುಡಿಯುತ್ತಾರೆ, ಅವರಿಗೆ ಕೆಲಸ ಕೊಟ್ಟರೆ ಆರ್ಥಿಕವಾಗಿ, ದೈಹಿಕವಾಗಿ ಸದೃಢವಾಗಲು ಮೇಟ್‌ಗಳ ಪಾತ್ರ ಮುಖ್ಯವಾಗಿದೆ. ಗ್ರಾಮದ ಕಟ್ಟ ಕಡೆಯ ವ್ಯಕ್ತಿಗೆ ನರೇಗಾ ಯೋಜನೆ ತಲುಪಿಸುವಲ್ಲಿ ಕಾಯಕ ಬಂಧುಗಳ ಶ್ರಮ ಸಾರ್ಥಕವಿದೆ. ಅದಕ್ಕಾಗಿ ತಮಗೆ ತರಬೇತಿ ಹಮ್ಮಿಕೊಳ್ಳಲಾಗಿದೆ ಎಂದರು. [190, 1052, 416, 1108]
tea-logo: SREE MARUTHI's [842, 12, 882, 40]
story2-photo [190, 900, 416, 1028]
date-english: 30 JANUARY 2025 [843, 206, 917, 216]
phone-number: ☎ : 94484 41484 [662, 186, 742, 197]
box1-list-item: » ಪಾರ್ಕಿಂಗ್ ವ್ಯವಸ್ಥೆ. [604, 558, 756, 567]
dam-row-value: 11,136 ಕ್ಯುಸೆಕ್ [116, 1282, 165, 1292]
box1-list-item: » ಪೊಲೀಸ್ ಹೆಚ್ಚುವರಿ ಸಿಬ್ಬಂದಿ ಸಂಖ್ಯೆ ಹೆಚ್ಚಳ. [604, 568, 756, 577]
local-suggestions-box [594, 486, 762, 776]
story2-photo-caption: ಕಾಯಕ ಬಂಧುಗಳಿಗೆ(ಮೇಟ್)ತರಬೇತಿ ಕಾರ್ಯಾಗಾರದಲ್ಲಿ ಜಿಪಂ ಉಪ ಕಾರ್ಯದರ್ಶಿ ಪ್ರಮೋದ್ ಮಾತನಾಡಿದರು. [197, 1030, 409, 1047]
story2-byline: ಹೊಸಪೇಟೆ ಟೈಮ್ಸ್ ನ್ಯೂಸ್ [14, 897, 75, 905]
story5-body-right-2: ಬುಧವಾರ ಬೆಳಗ್ಗೆ ತನಿಖಾಧಿಕಾರಿ ಎಂ.ಎಸ್. ಸಿಂಧೂರ ಅವರು ಸ್ಥಳ ಮಹಜರಿಗೆ ಕರೆದೊಯ್ದಾಗ ಆರೋಪಿ ಎಸ್. ಶ್ರೀಕಾಂತ್ ನ ಬಂಧನ ಸಂದರ್ಭ ಸಿಬ್ಬಂದಿ ಮೇಲೆ ಹಲ್ಲೆಗೆ ಯತ್ನಿಸಿ ಪರಾರಿಯಾಗಲು ಯತ್ನಿಸಿದ್ದಾನೆ. ಈ ವೇಳೆ ಆತ್ಮರಕ್ಷಣೆಗಾಗಿ ಗುಂಡು ಹಾರಿಸಲಾಗಿದೆ. ಕಾಲಿಗೆ ಗುಂಡು ತಗುಲಿ ಗಾಯಗೊಂಡ ಆರೋಪಿಯನ್ನು ಜಿಲ್ಲಾಸ್ಪತ್ರೆಗೆ ದಾಖಲಿಸಲಾಗಿದೆ. ಗಾಯಗೊಂಡ ಪೊಲೀಸ್ ಸಿಬ್ಬಂದಿಗೂ ಚಿಕಿತ್ಸೆ ನೀಡಲಾಗುತ್ತಿದೆ. [820, 1230, 934, 1314]
dam-row [14, 1262, 184, 1273]
